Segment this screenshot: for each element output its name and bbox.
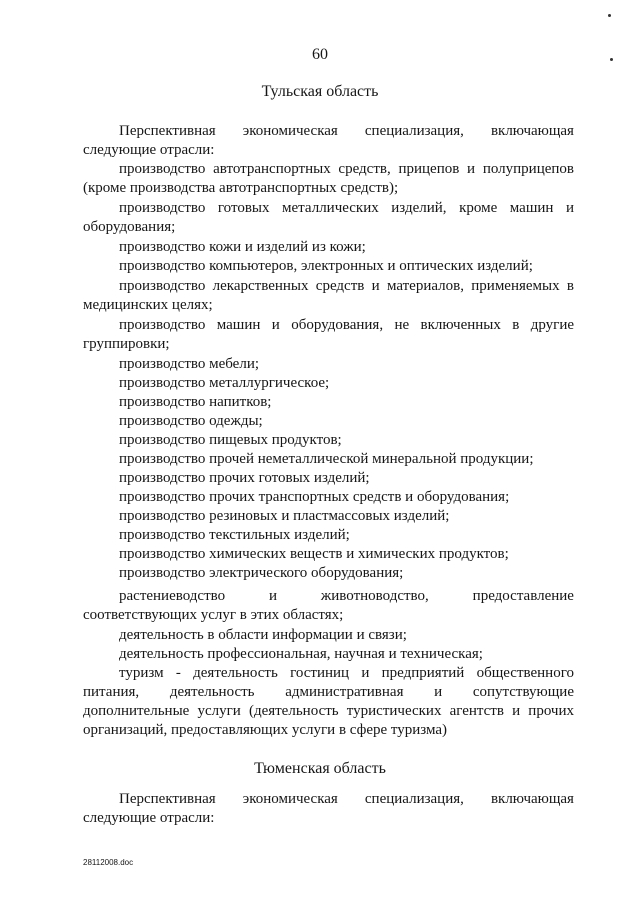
intro-line — [83, 790, 574, 809]
list-item: деятельность в области информации и связи; — [119, 627, 407, 643]
list-item-word: предоставление — [472, 588, 574, 604]
section-intro-tula — [83, 122, 574, 160]
scan-speck — [608, 14, 611, 17]
section-title-tula: Тульская область — [261, 83, 379, 100]
list-item-line — [83, 587, 574, 606]
list-item: производство пищевых продуктов; — [119, 432, 342, 448]
list-item-word: животноводство, — [320, 588, 429, 604]
list-item — [83, 587, 574, 625]
list-item: производство одежды; — [119, 413, 263, 429]
intro-word: Перспективная — [119, 123, 216, 139]
intro-line: следующие отрасли: — [83, 810, 215, 826]
list-item: производство готовых металлических изделий, кроме машин и оборудования; — [83, 200, 574, 235]
intro-word: экономическая — [242, 791, 338, 807]
intro-word: экономическая — [242, 123, 338, 139]
list-item: производство мебели; — [119, 356, 260, 372]
intro-word: специализация, — [364, 791, 464, 807]
section-title-tyumen: Тюменская область — [254, 760, 386, 777]
list-item-word: растениеводство — [119, 588, 226, 604]
list-item: производство кожи и изделий из кожи; — [119, 239, 366, 255]
list-item: производство электрического оборудования; — [119, 565, 404, 581]
list-item-word: и — [269, 588, 278, 604]
list-item: производство металлургическое; — [119, 375, 330, 391]
list-item: производство прочей неметаллической минеральной продукции; — [119, 451, 534, 467]
list-item: производство напитков; — [119, 394, 272, 410]
file-name: 28112008.doc — [83, 858, 134, 867]
intro-word: включающая — [490, 123, 574, 139]
section-intro-tyumen — [83, 790, 574, 828]
intro-line — [83, 122, 574, 141]
list-item: производство автотранспортных средств, прицепов и полуприцепов (кроме производства автотранспортных средств); — [83, 161, 574, 196]
list-item: производство компьютеров, электронных и оптических изделий; — [119, 258, 533, 274]
list-item: производство химических веществ и химических продуктов; — [119, 546, 509, 562]
list-item: производство текстильных изделий; — [119, 527, 350, 543]
intro-word: Перспективная — [119, 791, 216, 807]
intro-line: следующие отрасли: — [83, 142, 215, 158]
page-number: 60 — [312, 46, 328, 63]
intro-word: специализация, — [364, 123, 464, 139]
list-item: производство прочих транспортных средств и оборудования; — [119, 489, 510, 505]
list-item-line: соответствующих услуг в этих областях; — [83, 607, 344, 623]
list-item: производство прочих готовых изделий; — [119, 470, 370, 486]
list-item: производство лекарственных средств и материалов, применяемых в медицинских целях; — [83, 278, 574, 313]
intro-word: включающая — [490, 791, 574, 807]
list-item: производство резиновых и пластмассовых изделий; — [119, 508, 450, 524]
list-item: производство машин и оборудования, не включенных в другие группировки; — [83, 317, 574, 352]
list-item: деятельность профессиональная, научная и техническая; — [119, 646, 483, 662]
list-item: туризм - деятельность гостиниц и предприятий общественного питания, деятельность административная и сопутствующие дополнительные услуги (деятельность туристических агентств и прочих организаций, предоставляющих услуги в сфере туризма) — [83, 665, 574, 738]
